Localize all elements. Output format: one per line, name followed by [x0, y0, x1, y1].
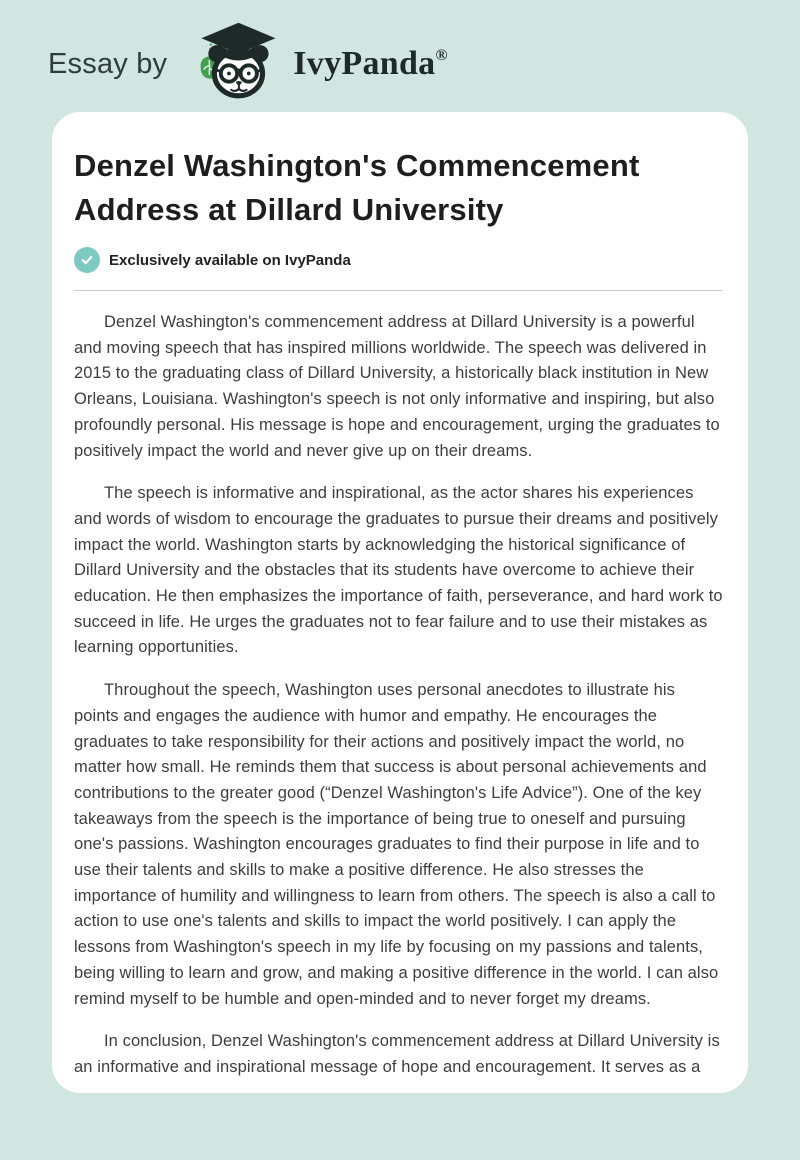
exclusive-badge [74, 247, 723, 273]
essay-by-label: Essay by [48, 47, 168, 80]
panda-graduate-icon [183, 21, 287, 107]
divider [74, 290, 723, 291]
essay-card [52, 112, 748, 1093]
check-icon [74, 247, 100, 273]
essay-paragraph: The speech is informative and inspirational, as the actor shares his experiences and words of wisdom to encourage the graduates to pursue their dreams and positively impact the world. Washington starts by acknowledging the historical significance of Dillard University and the obstacles that its students have overcome to achieve their education. He then emphasizes the importance of faith, perseverance, and hard work to succeed in life. He urges the graduates not to fear failure and to use their mistakes as learning opportunities. [74, 484, 723, 657]
registered-mark: ® [435, 47, 448, 64]
brand-name: IvyPanda [293, 45, 436, 82]
essay-paragraph: Denzel Washington's commencement address at Dillard University is a powerful and moving speech that has inspired millions worldwide. The speech was delivered in 2015 to the graduating class of Dillard University, a historically black institution in New Orleans, Louisiana. Washington's speech is not only informative and inspiring, but also profoundly personal. His message is hope and encouragement, urging the graduates to positively impact the world and never give up on their dreams. [74, 313, 720, 460]
essay-body [74, 310, 723, 1081]
essay-paragraph: Throughout the speech, Washington uses personal anecdotes to illustrate his points and engages the audience with humor and empathy. He encourages the graduates to take responsibility for their actions and positively impact the world, no matter how small. He reminds them that success is about personal achievements and contributions to the greater good (“Denzel Washington's Life Advice”). One of the key takeaways from the speech is the importance of being true to oneself and pursuing one's passions. Washington encourages graduates to find their purpose in life and to use their talents and skills to make a positive difference. He also stresses the importance of humility and willingness to learn from others. The speech is also a call to action to use one's talents and skills to impact the world positively. I can apply the lessons from Washington's speech in my life by focusing on my passions and talents, being willing to learn and grow, and making a positive difference in the world. I can also remind myself to be humble and open-minded and to never forget my dreams. [74, 681, 719, 1008]
badge-label: Exclusively available on IvyPanda [109, 251, 351, 269]
page-title: Denzel Washington's Commencement Address at Dillard University [74, 148, 640, 227]
site-header [0, 0, 800, 96]
brand-logo-text [293, 45, 447, 83]
essay-paragraph: In conclusion, Denzel Washington's commencement address at Dillard University is an informative and inspirational message of hope and encouragement. It serves as a [74, 1032, 720, 1076]
